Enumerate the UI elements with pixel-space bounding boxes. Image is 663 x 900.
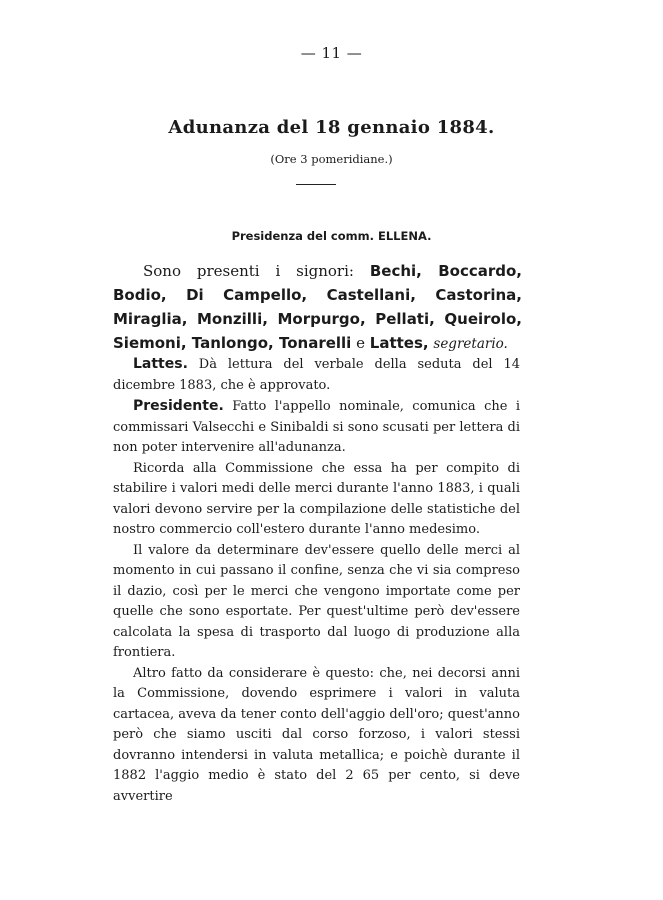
- paragraph-text: Dà lettura del verbale della seduta del 14 dicembre 1883, che è approvato.: [113, 357, 520, 393]
- paragraph-text: Il valore da determinare dev'essere quello delle merci al momento in cui passano il confine, senza che vi sia compreso il dazio, così per le merci che vengono importate come per quelle che sono esportate. Per quest'ultime però dev'essere calcolata la spesa di trasporto dal luogo di produzione alla frontiera.: [113, 542, 520, 660]
- speaker-name: Presidente.: [133, 398, 224, 414]
- meeting-time: (Ore 3 pomeridiane.): [270, 152, 393, 166]
- minutes-paragraph: [113, 354, 520, 396]
- paragraph-text: Fatto l'appello nominale, comunica che i commissari Valsecchi e Sinibaldi si sono scusati per lettera di non poter intervenire all'adunanza.: [113, 399, 520, 455]
- secretary-role: segretario.: [433, 336, 508, 352]
- attendance-intro: Sono presenti i signori:: [143, 262, 354, 280]
- attendance-conjunction: e: [356, 334, 365, 352]
- attendance-names: Bechi, Boccardo, Bodio, Di Campello, Castellani, Castorina, Miraglia, Monzilli, Morpurgo, Pellati, Queirolo, Siemoni, Tanlongo, Tonarelli: [113, 262, 522, 352]
- minutes-paragraph: [113, 664, 520, 808]
- minutes-paragraph: [113, 459, 520, 541]
- minutes-paragraph: [113, 396, 520, 459]
- paragraph-text: Ricorda alla Commissione che essa ha per compito di stabilire i valori medi delle merci durante l'anno 1883, i quali valori devono servire per la compilazione delle statistiche del nostro commercio coll'estero durante l'anno medesimo.: [113, 460, 520, 537]
- speaker-name: Lattes.: [133, 356, 188, 372]
- page-title: Adunanza del 18 gennaio 1884.: [168, 117, 495, 138]
- secretary-name: Lattes,: [369, 334, 429, 352]
- attendance-paragraph: [113, 259, 522, 356]
- paragraph-text: Altro fatto da considerare è questo: che, nei decorsi anni la Commissione, dovendo esprimere i valori in valuta cartacea, aveva da tener conto dell'aggio dell'oro; quest'anno però che siamo usciti dal corso forzoso, i valori stessi dovranno intendersi in valuta metallica; e poichè durante il 1882 l'aggio medio è stato del 2 65 per cento, si deve avvertire: [113, 665, 520, 804]
- page-number: — 11 —: [300, 44, 363, 62]
- presidency-line: Presidenza del comm. ELLENA.: [231, 229, 432, 243]
- minutes-paragraph: [113, 541, 520, 664]
- minutes-body: [113, 354, 520, 807]
- title-divider: [296, 184, 336, 185]
